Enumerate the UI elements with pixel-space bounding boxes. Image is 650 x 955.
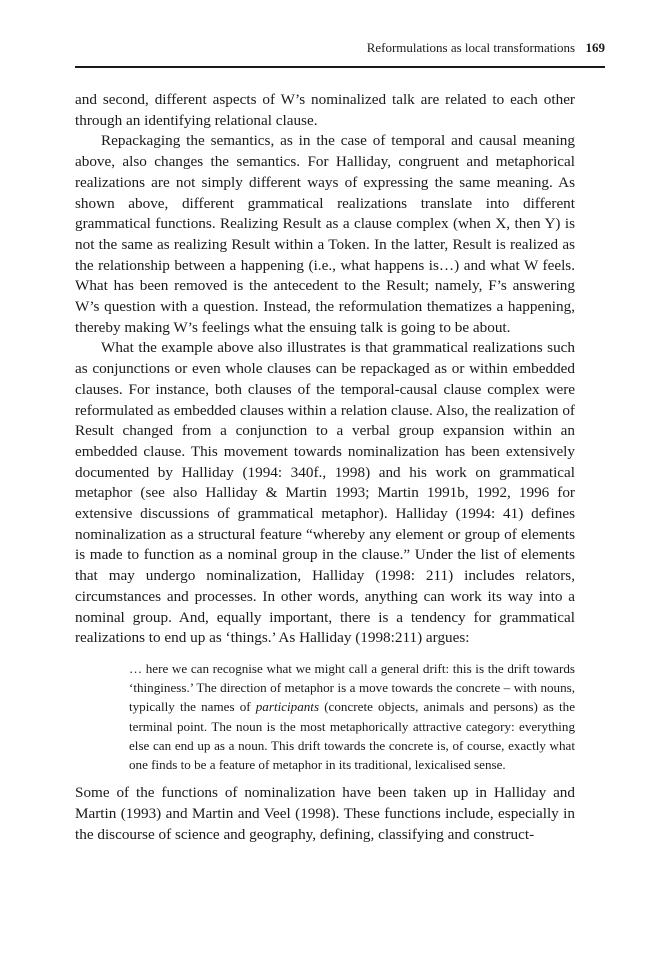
quote-text-end: (concrete objects, animals and persons) as the terminal point. The noun is the most metaphorically attractive category: everything else can end up as a noun. This drift towards the concrete is, of course, exactly what one finds to be a feature of metaphor in its traditional, lexicalised sense. bbox=[129, 699, 576, 772]
page-body bbox=[75, 90, 575, 845]
paragraph-3: What the example above also illustrates is that grammatical realizations such as conjunctions or even whole clauses can be repackaged as or within embedded clauses. For instance, both clauses of the temporal-causal clause complex were reformulated as embedded clauses within a relation clause. Also, the realization of Result changed from a conjunction to a verbal group expansion within an embedded clause. This movement towards nominalization has been extensively documented by Halliday (1994: 340f., 1998) and his work on grammatical metaphor (see also Halliday & Martin 1993; Martin 1991b, 1992, 1996 for extensive discussions of grammatical metaphor). Halliday (1994: 41) defines nominalization as a structural feature “whereby any element or group of elements is made to function as a nominal group in the clause.” Under the list of elements that may undergo nominalization, Halliday (1998: 211) includes relators, circumstances and processes. In other words, anything can work its way into a nominal group. And, equally important, there is a tendency for grammatical realizations to end up as ‘things.’ As Halliday (1998:211) argues: bbox=[75, 339, 575, 647]
paragraph-2: Repackaging the semantics, as in the case of temporal and causal meaning above, also changes the semantics. For Halliday, congruent and metaphorical realizations are not simply different ways of expressing the same meaning. As shown above, different grammatical realizations translate into different grammatical functions. Realizing Result as a clause complex (when X, then Y) is not the same as realizing Result within a Token. In the latter, Result is realized as the relationship between a happening (i.e., what happens is…) and what W feels. What has been removed is the antecedent to the Result; namely, F’s answering W’s question with a question. Instead, the reformulation thematizes a happening, thereby making W’s feelings what the ensuing talk is going to be about. bbox=[75, 132, 575, 336]
running-header bbox=[75, 40, 605, 68]
block-quote bbox=[129, 659, 575, 774]
page-number: 169 bbox=[585, 40, 605, 55]
running-title: Reformulations as local transformations bbox=[366, 40, 575, 55]
quote-text-start: … here we can recognise what we might call a general drift: this is the drift towards ‘thinginess.’ The direction of metaphor is a move towards the concrete – with nouns, typically the names of bbox=[129, 660, 575, 715]
paragraph-4: Some of the functions of nominalization have been taken up in Halliday and Martin (1993) and Martin and Veel (1998). These functions include, especially in the discourse of science and geography, defining, classifying and construct- bbox=[75, 784, 575, 843]
quote-italic-term: participants bbox=[255, 699, 320, 715]
paragraph-1: and second, different aspects of W’s nominalized talk are related to each other through an identifying relational clause. bbox=[75, 91, 575, 129]
